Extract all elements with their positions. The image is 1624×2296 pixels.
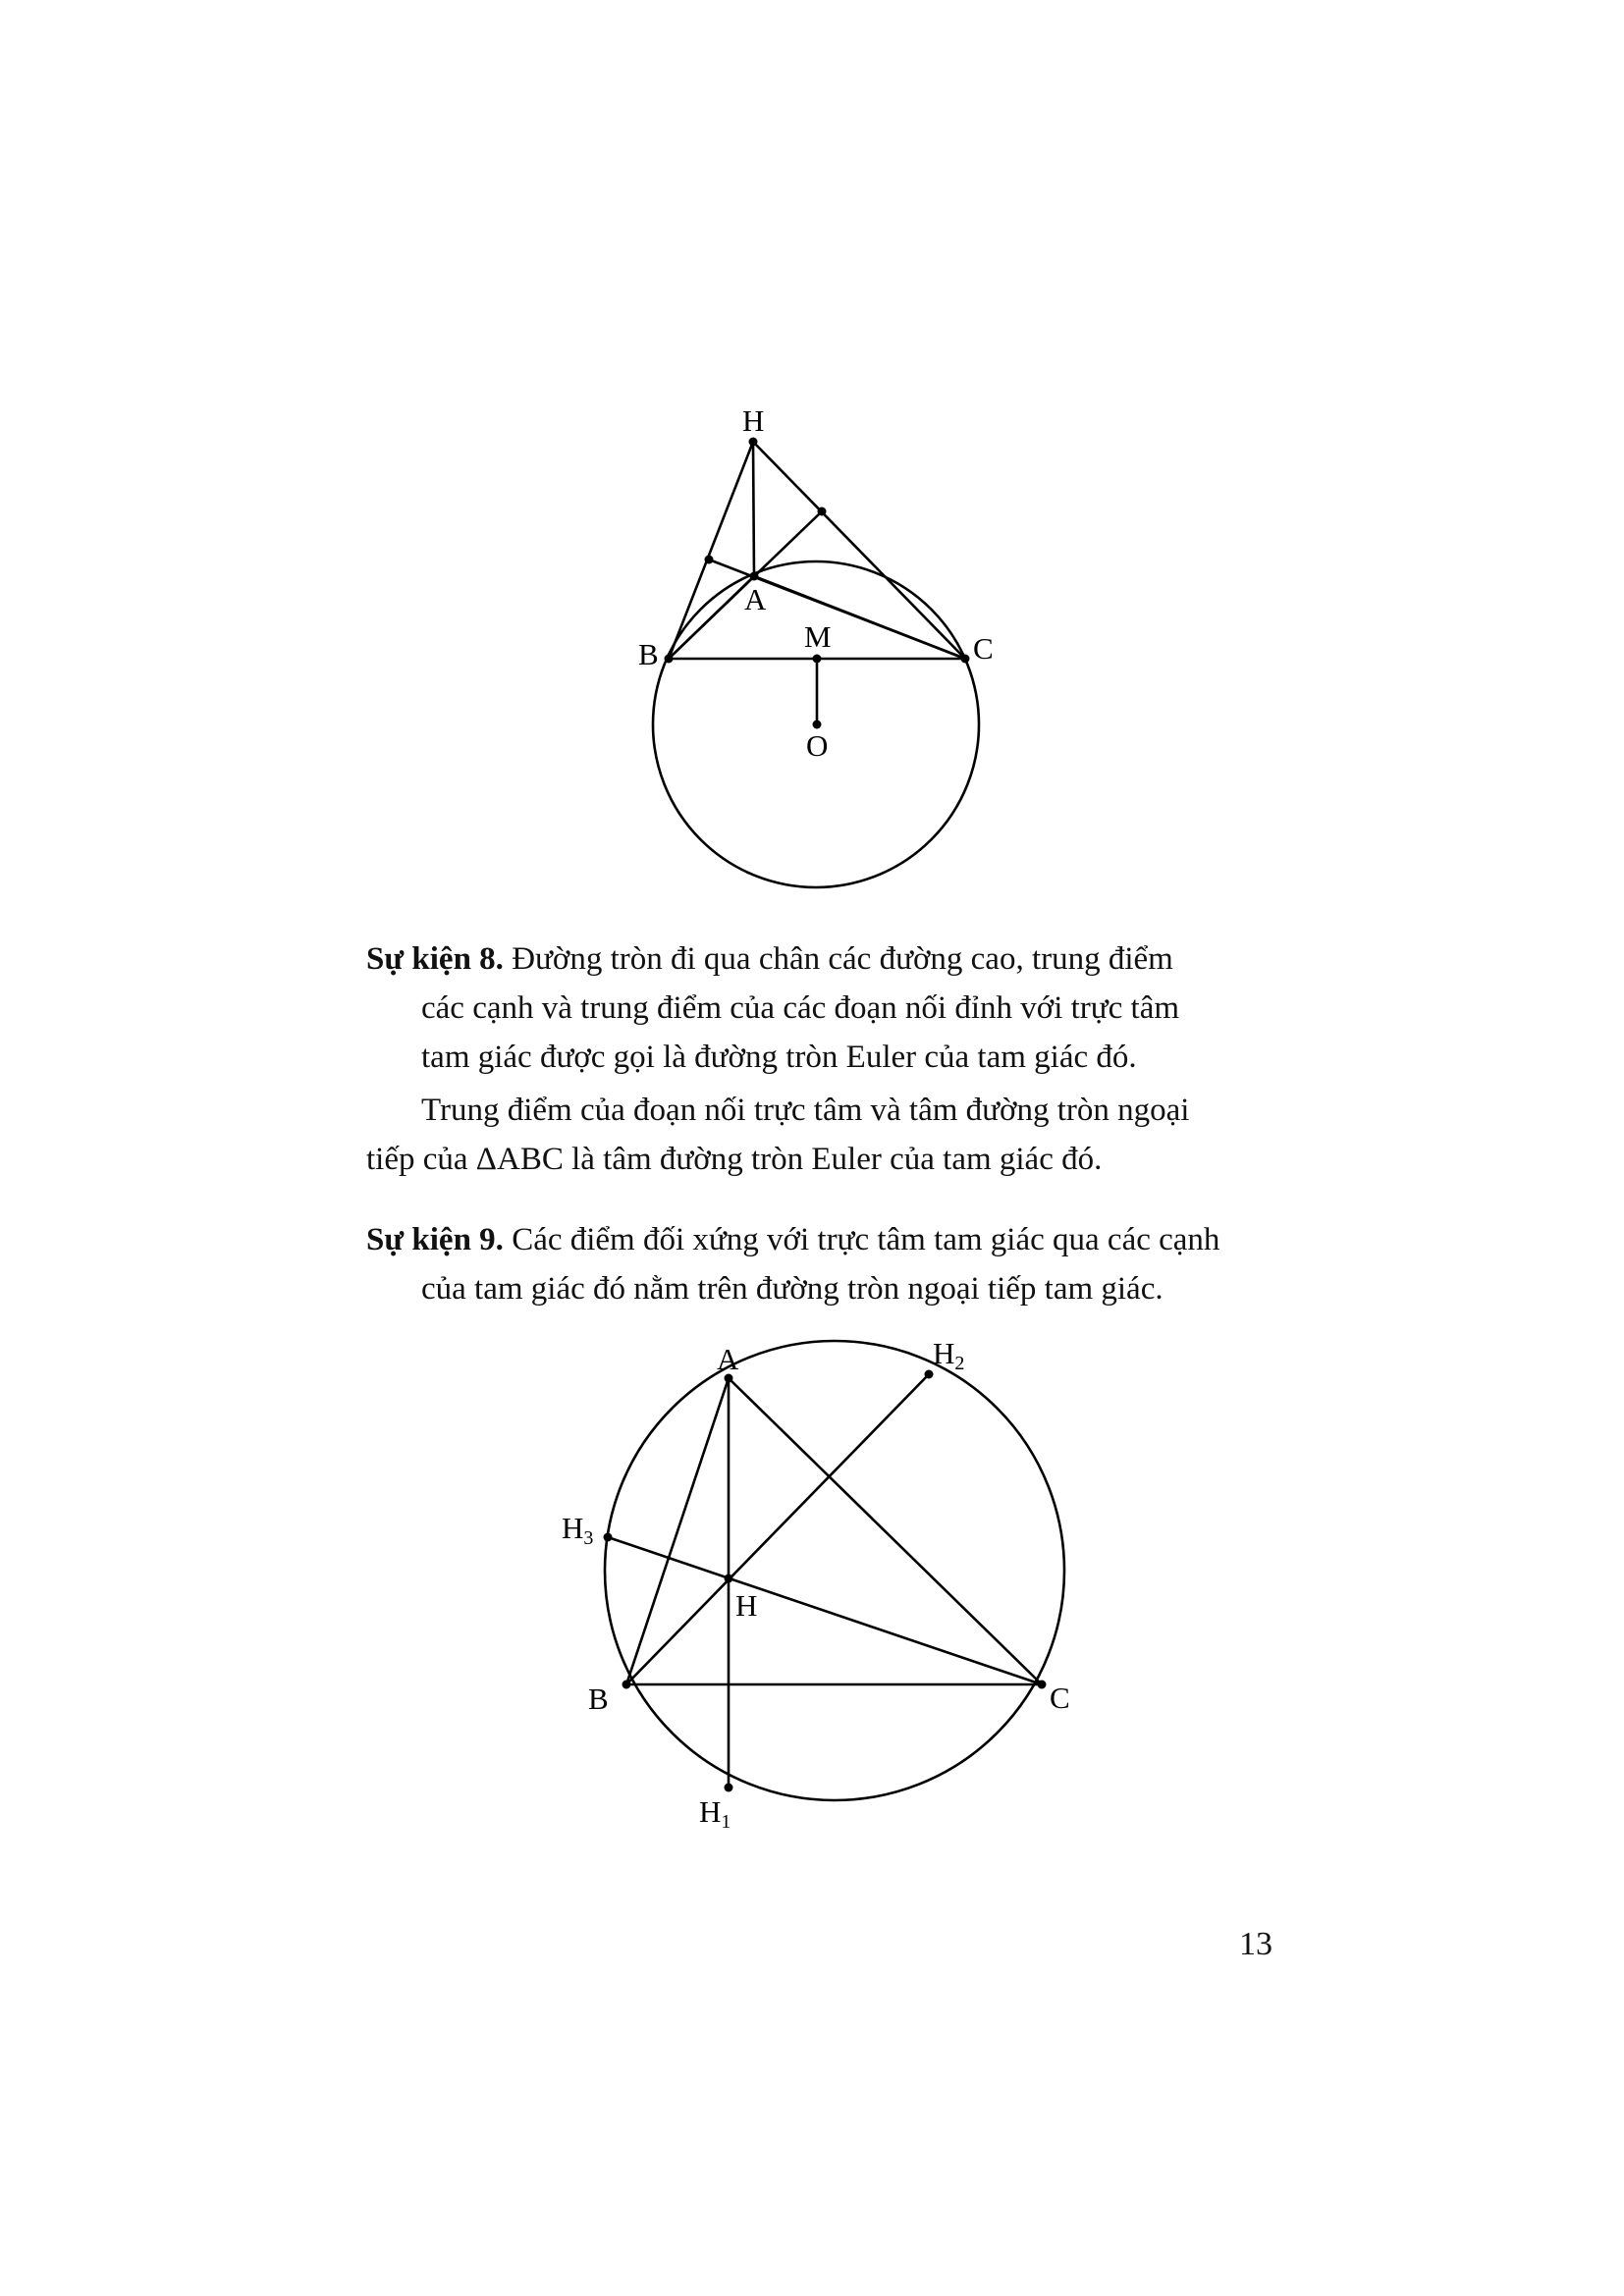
point-b xyxy=(665,655,674,664)
label-h: H xyxy=(735,1588,758,1623)
fact-8 xyxy=(366,934,1270,1082)
segment-hc xyxy=(753,442,965,659)
circumcircle xyxy=(605,1341,1064,1800)
side-ab xyxy=(626,1378,729,1684)
fact-8-line-1: Đường tròn đi qua chân các đường cao, trung điểm xyxy=(512,941,1173,977)
fact-8-para2-line-1: Trung điểm của đoạn nối trực tâm và tâm đường tròn ngoại xyxy=(421,1093,1190,1128)
label-c: C xyxy=(973,631,994,666)
fact-8-line-2: các cạnh và trung điểm của các đoạn nối đỉnh với trực tâm xyxy=(421,990,1180,1026)
figure-obtuse-triangle-circumcircle xyxy=(0,0,1624,903)
segment-hb xyxy=(669,442,753,659)
altitude-h-a xyxy=(753,442,754,576)
fact-9-line-2: của tam giác đó nằm trên đường tròn ngoại tiếp tam giác. xyxy=(421,1271,1164,1307)
point-b xyxy=(623,1681,631,1689)
figure-orthocenter-reflections xyxy=(0,1306,1624,1855)
label-h3: H3 xyxy=(562,1511,594,1549)
fact-8-paragraph-2 xyxy=(366,1086,1270,1184)
label-o: O xyxy=(806,728,829,763)
label-a: A xyxy=(717,1342,739,1376)
label-a: A xyxy=(744,582,767,616)
point-a xyxy=(750,572,759,581)
fact-8-line-3: tam giác được gọi là đường tròn Euler của tam giác đó. xyxy=(421,1040,1137,1075)
point-c xyxy=(1038,1681,1047,1689)
point-m xyxy=(813,655,822,664)
point-h1 xyxy=(725,1784,733,1792)
fact-9-heading: Sự kiện 9. xyxy=(366,1222,504,1257)
fact-8-para2-line-2: tiếp của ΔABC là tâm đường tròn Euler của tam giác đó. xyxy=(366,1142,1103,1177)
label-h1: H1 xyxy=(699,1794,731,1833)
fact-9 xyxy=(366,1215,1270,1313)
label-h2: H2 xyxy=(933,1336,965,1374)
segment-c-h3 xyxy=(608,1537,1042,1684)
fact-8-heading: Sự kiện 8. xyxy=(366,941,504,977)
fact-9-line-1: Các điểm đối xứng với trực tâm tam giác qua các cạnh xyxy=(512,1222,1220,1257)
label-m: M xyxy=(804,619,832,654)
point-foot-hb xyxy=(705,556,714,564)
point-foot-hc xyxy=(818,507,827,516)
label-h: H xyxy=(742,403,765,438)
label-c: C xyxy=(1050,1681,1070,1715)
point-h2 xyxy=(925,1370,934,1379)
label-h3-subscript: 3 xyxy=(583,1527,594,1549)
point-h xyxy=(725,1575,733,1583)
label-h2-subscript: 2 xyxy=(954,1353,965,1374)
point-c xyxy=(961,655,970,664)
page-number: 13 xyxy=(1239,1926,1272,1962)
label-h1-subscript: 1 xyxy=(721,1811,731,1833)
point-h3 xyxy=(604,1533,613,1542)
label-b: B xyxy=(638,637,659,671)
label-b: B xyxy=(588,1682,609,1716)
point-h xyxy=(749,438,758,447)
